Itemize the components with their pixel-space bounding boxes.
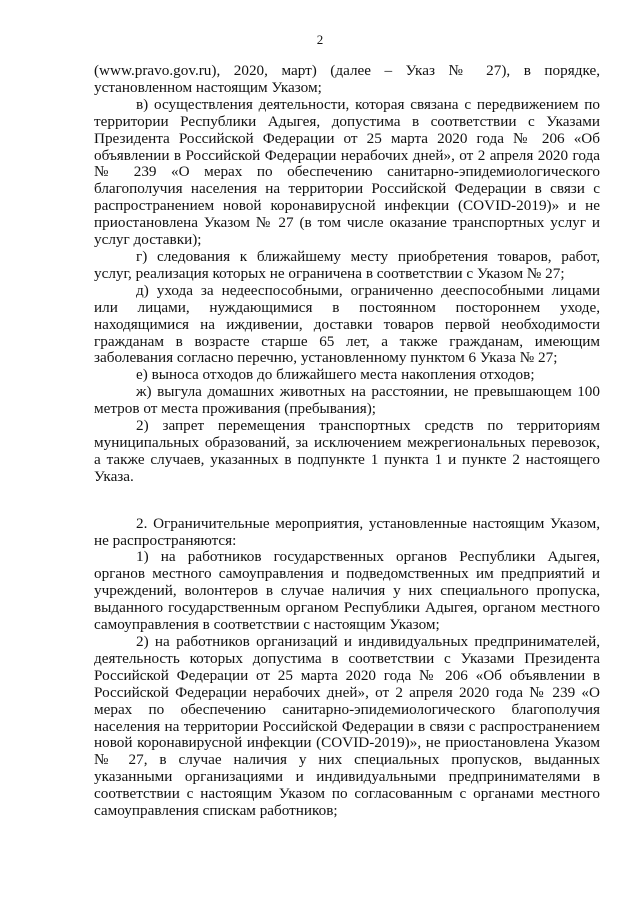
paragraph-subitem-zh: ж) выгула домашних животных на расстоянии, не превышающем 100 метров от места проживания (пребывания); [94, 383, 600, 418]
document-body [94, 63, 600, 820]
paragraph-section-2-item-1: 1) на работников государственных органов Республики Адыгея, органов местного самоуправления и подведомственных им предприятий и учреждений, волонтеров в случае наличия у них специального пропуска, выданного государственным органом Республики Адыгея, органом местного самоуправления в соответствии с настоящим Указом; [94, 548, 600, 634]
paragraph-subitem-d: д) ухода за недееспособными, ограниченно дееспособными лицами или лицами, нуждающимися в постоянном постороннем уходе, находящимися на иждивении, доставки товаров первой необходимости гражданам в возрасте старше 65 лет, а также гражданам, имеющим заболевания согласно перечню, установленному пунктом 6 Указа № 27; [94, 281, 600, 367]
page-number: 2 [316, 32, 324, 47]
paragraph-subitem-g: г) следования к ближайшему месту приобретения товаров, работ, услуг, реализация которых не ограничена в соответствии с Указом № 27; [94, 247, 600, 282]
paragraph-subitem-e: е) выноса отходов до ближайшего места накопления отходов; [136, 366, 535, 384]
paragraph-section-2-item-2: 2) на работников организаций и индивидуальных предпринимателей, деятельность которых допустима в соответствии с Указами Президента Российской Федерации от 25 марта 2020 года № 206 «Об объявлении в Российской Федерации нерабочих дней», от 2 апреля 2020 года № 239 «О мерах по обеспечению санитарно-эпидемиологического благополучия населения на территории Российской Федерации в связи с распространением новой коронавирусной инфекции (COVID-2019)», не приостановлена Указом № 27, в случае наличия у них специальных пропусков, выданных указанными организациями и индивидуальными предпринимателями в соответствии с настоящим Указом по согласованным с органами местного самоуправления спискам работников; [94, 633, 600, 820]
paragraph-subitem-v: в) осуществления деятельности, которая связана с передвижением по территории Республики Адыгея, допустима в соответствии с Указами Президента Российской Федерации от 25 марта 2020 года № 206 «Об объявлении в Российской Федерации нерабочих дней», от 2 апреля 2020 года № 239 «О мерах по обеспечению санитарно-эпидемиологического благополучия населения на территории Российской Федерации в связи с распространением новой коронавирусной инфекции (COVID-2019)» и не приостановлена Указом № 27 (в том числе оказание транспортных услуг и услуг доставки); [94, 95, 600, 249]
paragraph-item-2-transport: 2) запрет перемещения транспортных средств по территориям муниципальных образований, за исключением межрегиональных перевозок, а также случаев, указанных в подпункте 1 пункта 1 и пункте 2 настоящего Указа. [94, 417, 600, 485]
paragraph-section-2-heading: 2. Ограничительные мероприятия, установленные настоящим Указом, не распространяются: [94, 514, 600, 549]
paragraph-continuation: (www.pravo.gov.ru), 2020, март) (далее – Указ № 27), в порядке, установленном настоящим Указом; [94, 62, 600, 96]
